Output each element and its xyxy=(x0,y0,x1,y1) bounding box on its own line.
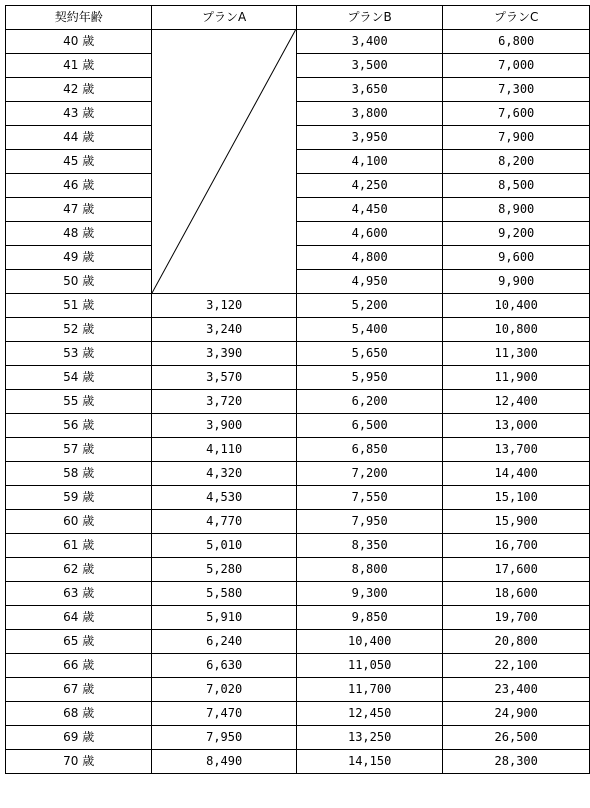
cell-age: 67 歳 xyxy=(6,678,152,702)
cell-plan-a: 5,580 xyxy=(152,582,297,606)
table-row xyxy=(6,462,590,486)
table-row xyxy=(6,270,590,294)
cell-plan-c: 9,900 xyxy=(443,270,590,294)
cell-plan-b: 7,950 xyxy=(296,510,443,534)
table-row xyxy=(6,174,590,198)
diagonal-strike xyxy=(152,30,296,293)
cell-plan-b: 8,800 xyxy=(296,558,443,582)
cell-age: 44 歳 xyxy=(6,126,152,150)
cell-age: 56 歳 xyxy=(6,414,152,438)
cell-age: 45 歳 xyxy=(6,150,152,174)
cell-plan-b: 6,200 xyxy=(296,390,443,414)
cell-plan-a: 6,240 xyxy=(152,630,297,654)
cell-plan-c: 15,900 xyxy=(443,510,590,534)
cell-age: 53 歳 xyxy=(6,342,152,366)
cell-age: 64 歳 xyxy=(6,606,152,630)
cell-plan-b: 7,550 xyxy=(296,486,443,510)
cell-age: 51 歳 xyxy=(6,294,152,318)
table-row xyxy=(6,654,590,678)
cell-plan-c: 9,600 xyxy=(443,246,590,270)
table-row xyxy=(6,750,590,774)
table-row xyxy=(6,78,590,102)
cell-plan-c: 22,100 xyxy=(443,654,590,678)
cell-plan-c: 28,300 xyxy=(443,750,590,774)
cell-age: 40 歳 xyxy=(6,30,152,54)
cell-age: 49 歳 xyxy=(6,246,152,270)
cell-plan-b: 3,950 xyxy=(296,126,443,150)
table-row xyxy=(6,126,590,150)
cell-plan-c: 9,200 xyxy=(443,222,590,246)
cell-plan-a: 4,110 xyxy=(152,438,297,462)
cell-age: 59 歳 xyxy=(6,486,152,510)
cell-age: 48 歳 xyxy=(6,222,152,246)
table-row xyxy=(6,222,590,246)
table-row xyxy=(6,318,590,342)
cell-plan-b: 3,800 xyxy=(296,102,443,126)
cell-age: 54 歳 xyxy=(6,366,152,390)
header-plan-a: プランA xyxy=(152,6,297,30)
cell-plan-b: 4,250 xyxy=(296,174,443,198)
table-row xyxy=(6,582,590,606)
cell-plan-a: 5,010 xyxy=(152,534,297,558)
cell-age: 42 歳 xyxy=(6,78,152,102)
header-plan-b: プランB xyxy=(296,6,443,30)
cell-plan-b: 5,950 xyxy=(296,366,443,390)
cell-plan-c: 6,800 xyxy=(443,30,590,54)
diagonal-line xyxy=(152,30,296,293)
cell-plan-b: 6,500 xyxy=(296,414,443,438)
cell-age: 41 歳 xyxy=(6,54,152,78)
cell-plan-b: 4,450 xyxy=(296,198,443,222)
cell-age: 57 歳 xyxy=(6,438,152,462)
header-age: 契約年齢 xyxy=(6,6,152,30)
cell-age: 52 歳 xyxy=(6,318,152,342)
cell-age: 47 歳 xyxy=(6,198,152,222)
cell-age: 62 歳 xyxy=(6,558,152,582)
cell-age: 46 歳 xyxy=(6,174,152,198)
table-row xyxy=(6,486,590,510)
cell-plan-a: 3,120 xyxy=(152,294,297,318)
cell-plan-c: 18,600 xyxy=(443,582,590,606)
cell-plan-b: 4,950 xyxy=(296,270,443,294)
cell-age: 55 歳 xyxy=(6,390,152,414)
cell-plan-a: 8,490 xyxy=(152,750,297,774)
cell-plan-c: 8,500 xyxy=(443,174,590,198)
cell-plan-a: 5,280 xyxy=(152,558,297,582)
table-row xyxy=(6,606,590,630)
table-row xyxy=(6,726,590,750)
cell-plan-a: 4,530 xyxy=(152,486,297,510)
table-row xyxy=(6,534,590,558)
cell-plan-a: 3,570 xyxy=(152,366,297,390)
table-row xyxy=(6,438,590,462)
cell-plan-c: 7,300 xyxy=(443,78,590,102)
cell-age: 68 歳 xyxy=(6,702,152,726)
cell-age: 61 歳 xyxy=(6,534,152,558)
cell-age: 66 歳 xyxy=(6,654,152,678)
table-row xyxy=(6,702,590,726)
cell-plan-c: 8,900 xyxy=(443,198,590,222)
cell-age: 65 歳 xyxy=(6,630,152,654)
cell-plan-c: 17,600 xyxy=(443,558,590,582)
cell-age: 70 歳 xyxy=(6,750,152,774)
cell-plan-c: 20,800 xyxy=(443,630,590,654)
table-row xyxy=(6,342,590,366)
cell-plan-a: 7,470 xyxy=(152,702,297,726)
cell-plan-b: 11,700 xyxy=(296,678,443,702)
cell-plan-c: 13,000 xyxy=(443,414,590,438)
cell-plan-c: 12,400 xyxy=(443,390,590,414)
header-row xyxy=(6,6,590,30)
cell-age: 50 歳 xyxy=(6,270,152,294)
cell-plan-b: 9,850 xyxy=(296,606,443,630)
cell-age: 60 歳 xyxy=(6,510,152,534)
cell-plan-c: 10,400 xyxy=(443,294,590,318)
table-row xyxy=(6,198,590,222)
cell-plan-b: 5,200 xyxy=(296,294,443,318)
cell-plan-c: 26,500 xyxy=(443,726,590,750)
cell-plan-c: 8,200 xyxy=(443,150,590,174)
table-row xyxy=(6,246,590,270)
table-row xyxy=(6,558,590,582)
cell-plan-c: 24,900 xyxy=(443,702,590,726)
premium-table-container xyxy=(5,5,590,774)
cell-plan-a: 3,720 xyxy=(152,390,297,414)
cell-plan-c: 11,300 xyxy=(443,342,590,366)
header-plan-c: プランC xyxy=(443,6,590,30)
cell-plan-b: 3,650 xyxy=(296,78,443,102)
cell-plan-c: 23,400 xyxy=(443,678,590,702)
cell-age: 69 歳 xyxy=(6,726,152,750)
cell-plan-c: 7,900 xyxy=(443,126,590,150)
cell-plan-b: 4,600 xyxy=(296,222,443,246)
plan-a-not-available-cell xyxy=(152,30,297,294)
table-row xyxy=(6,678,590,702)
cell-plan-c: 7,000 xyxy=(443,54,590,78)
cell-plan-b: 3,500 xyxy=(296,54,443,78)
table-row xyxy=(6,414,590,438)
cell-plan-a: 3,240 xyxy=(152,318,297,342)
cell-plan-c: 15,100 xyxy=(443,486,590,510)
table-row xyxy=(6,390,590,414)
cell-plan-c: 16,700 xyxy=(443,534,590,558)
cell-plan-b: 9,300 xyxy=(296,582,443,606)
cell-plan-b: 13,250 xyxy=(296,726,443,750)
table-row xyxy=(6,294,590,318)
cell-plan-a: 5,910 xyxy=(152,606,297,630)
table-body xyxy=(6,30,590,774)
cell-plan-b: 10,400 xyxy=(296,630,443,654)
cell-plan-a: 7,950 xyxy=(152,726,297,750)
cell-plan-c: 7,600 xyxy=(443,102,590,126)
cell-plan-b: 12,450 xyxy=(296,702,443,726)
cell-plan-a: 3,390 xyxy=(152,342,297,366)
cell-plan-b: 14,150 xyxy=(296,750,443,774)
cell-plan-a: 3,900 xyxy=(152,414,297,438)
cell-plan-b: 8,350 xyxy=(296,534,443,558)
table-row xyxy=(6,150,590,174)
cell-age: 63 歳 xyxy=(6,582,152,606)
cell-plan-a: 7,020 xyxy=(152,678,297,702)
cell-plan-c: 19,700 xyxy=(443,606,590,630)
cell-plan-c: 13,700 xyxy=(443,438,590,462)
table-row xyxy=(6,510,590,534)
table-row xyxy=(6,54,590,78)
cell-plan-b: 4,100 xyxy=(296,150,443,174)
premium-table xyxy=(5,5,590,774)
cell-plan-c: 10,800 xyxy=(443,318,590,342)
cell-plan-b: 7,200 xyxy=(296,462,443,486)
cell-plan-b: 3,400 xyxy=(296,30,443,54)
cell-plan-a: 4,320 xyxy=(152,462,297,486)
cell-plan-b: 4,800 xyxy=(296,246,443,270)
cell-plan-b: 11,050 xyxy=(296,654,443,678)
cell-age: 43 歳 xyxy=(6,102,152,126)
table-row xyxy=(6,30,590,54)
cell-plan-c: 14,400 xyxy=(443,462,590,486)
cell-plan-a: 4,770 xyxy=(152,510,297,534)
cell-plan-c: 11,900 xyxy=(443,366,590,390)
table-row xyxy=(6,102,590,126)
cell-plan-b: 5,650 xyxy=(296,342,443,366)
cell-plan-a: 6,630 xyxy=(152,654,297,678)
cell-plan-b: 5,400 xyxy=(296,318,443,342)
cell-age: 58 歳 xyxy=(6,462,152,486)
table-row xyxy=(6,630,590,654)
table-row xyxy=(6,366,590,390)
cell-plan-b: 6,850 xyxy=(296,438,443,462)
